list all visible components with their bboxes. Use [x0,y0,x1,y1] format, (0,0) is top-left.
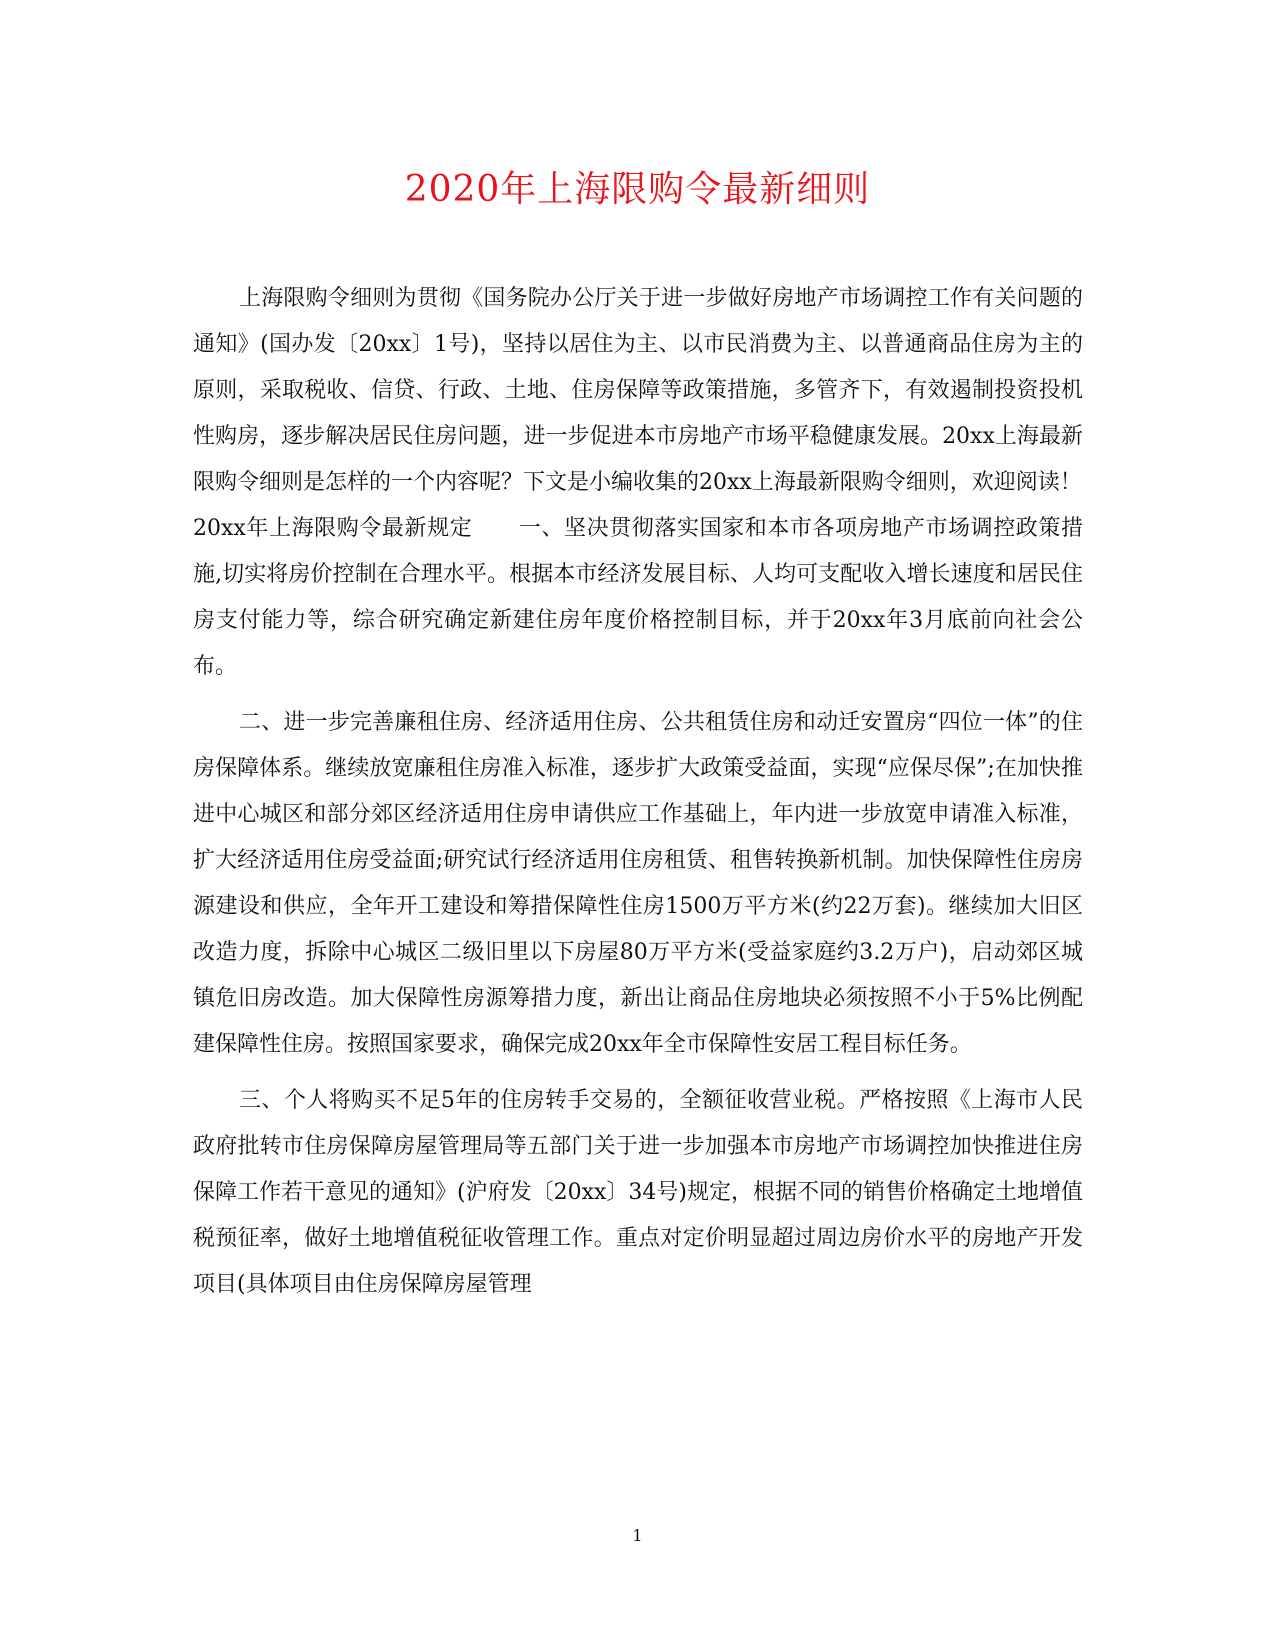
section-item-1: 一、坚决贯彻落实国家和本市各项房地产市场调控政策措施,切实将房价控制在合理水平。根据本市经济发展目标、人均可支配收入增长速度和居民住房支付能力等，综合研究确定新建住房年度价格控制目标，并于20xx年3月底前向社会公布。 [193,516,1083,679]
document-body [193,276,1083,1308]
document-title: 2020年上海限购令最新细则 [404,169,871,210]
intro-paragraph: 上海限购令细则为贯彻《国务院办公厅关于进一步做好房地产市场调控工作有关问题的通知》(国办发〔20xx〕1号)，坚持以居住为主、以市民消费为主、以普通商品住房为主的原则，采取税收、信贷、行政、土地、住房保障等政策措施，多管齐下，有效遏制投资投机性购房，逐步解决居民住房问题，进一步促进本市房地产市场平稳健康发展。20xx上海最新限购令细则是怎样的一个内容呢？下文是小编收集的20xx上海最新限购令细则，欢迎阅读！ [193,286,1083,495]
page-number: 1 [632,1526,643,1545]
section-heading-paragraph [193,506,1083,690]
section-item-2: 二、进一步完善廉租住房、经济适用住房、公共租赁住房和动迁安置房“四位一体”的住房保障体系。继续放宽廉租住房准入标准，逐步扩大政策受益面，实现“应保尽保”;在加快推进中心城区和部分郊区经济适用住房申请供应工作基础上，年内进一步放宽申请准入标准，扩大经济适用住房受益面;研究试行经济适用住房租赁、租售转换新机制。加快保障性住房房源建设和供应，全年开工建设和筹措保障性住房1500万平方米(约22万套)。继续加大旧区改造力度，拆除中心城区二级旧里以下房屋80万平方米(受益家庭约3.2万户)，启动郊区城镇危旧房改造。加大保障性房源筹措力度，新出让商品住房地块必须按照不小于5%比例配建保障性住房。按照国家要求，确保完成20xx年全市保障性安居工程目标任务。 [193,710,1083,1057]
section-heading: 20xx年上海限购令最新规定 [193,516,473,541]
section-item-3: 三、个人将购买不足5年的住房转手交易的，全额征收营业税。严格按照《上海市人民政府批转市住房保障房屋管理局等五部门关于进一步加强本市房地产市场调控加快推进住房保障工作若干意见的通知》(沪府发〔20xx〕34号)规定，根据不同的销售价格确定土地增值税预征率，做好土地增值税征收管理工作。重点对定价明显超过周边房价水平的房地产开发项目(具体项目由住房保障房屋管理 [193,1088,1083,1297]
